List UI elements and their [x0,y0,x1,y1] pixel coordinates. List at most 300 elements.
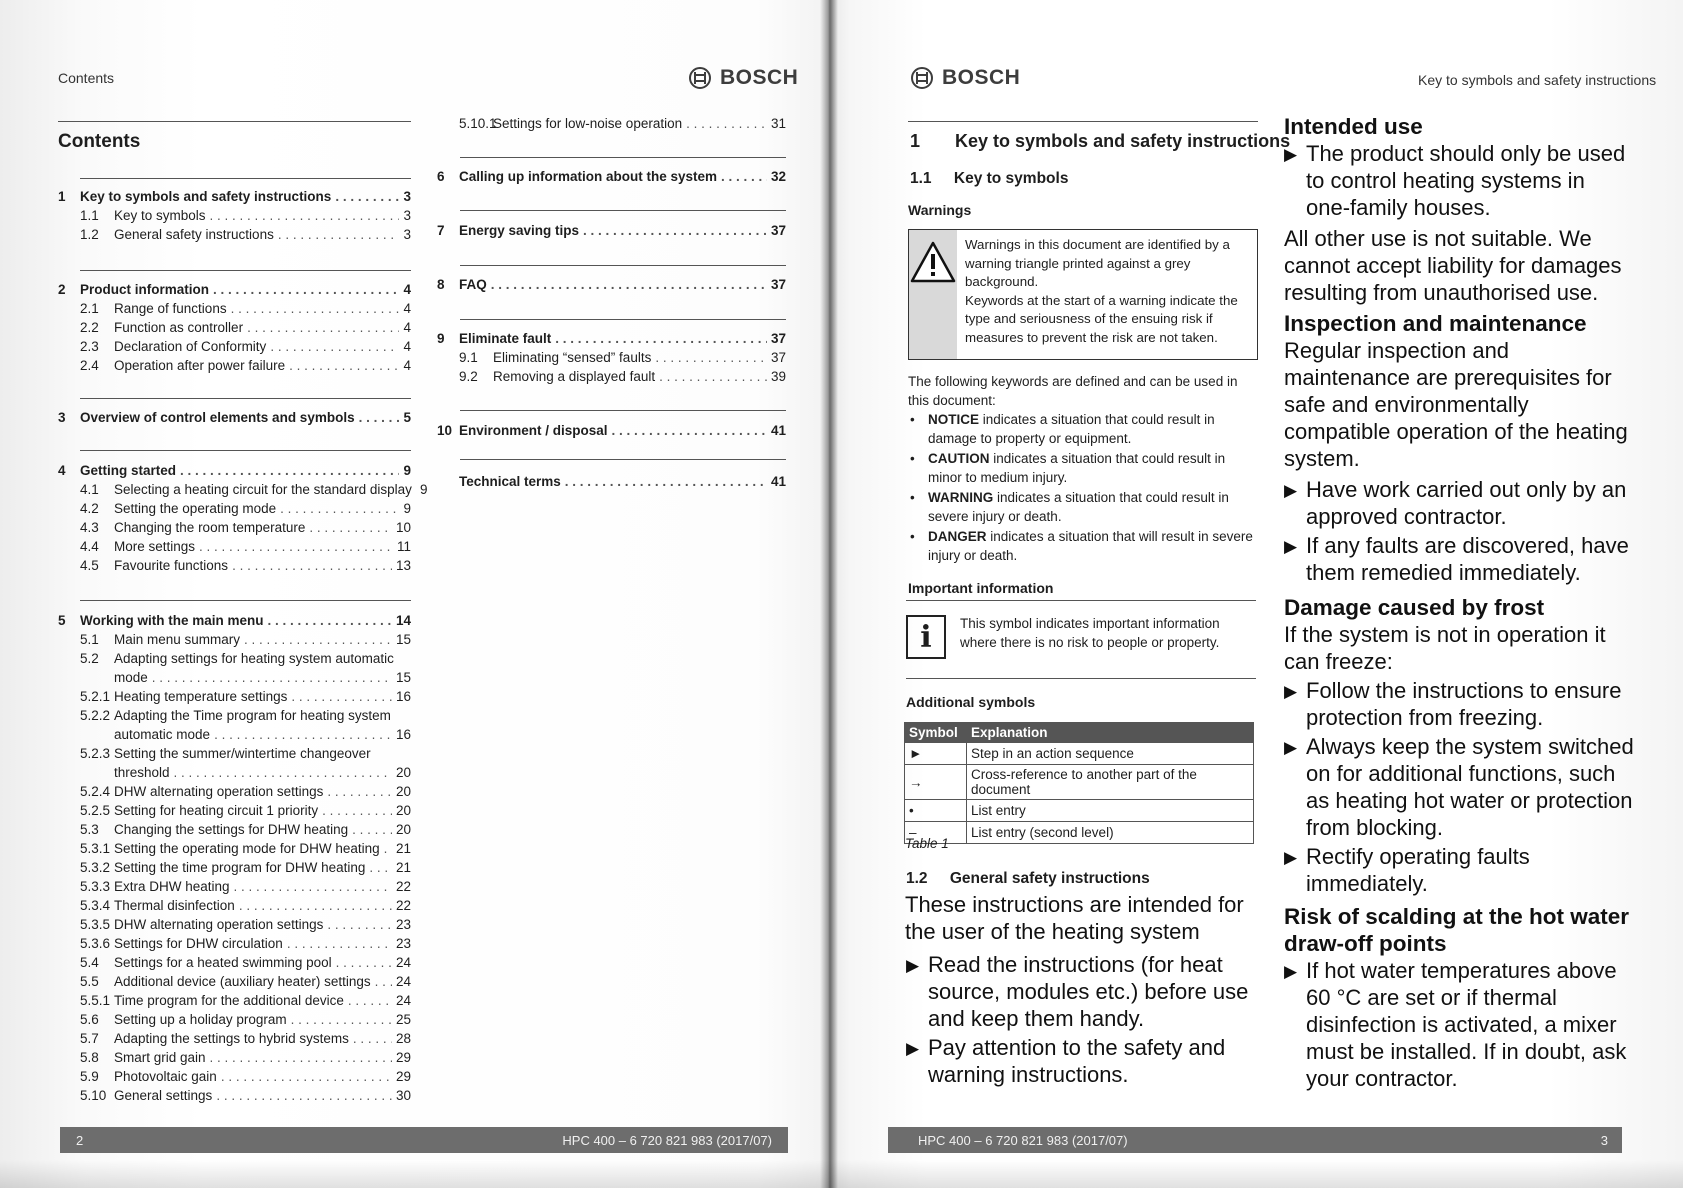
toc-title: Additional device (auxiliary heater) settings [114,974,371,989]
brand-name: BOSCH [942,66,1021,89]
toc-title: General safety instructions [114,227,274,242]
keywords-list [906,411,1258,567]
toc-page: 9 [419,482,428,497]
toc-entry[interactable] [58,462,411,481]
table-row [905,765,1254,800]
toc-entry[interactable] [58,207,411,226]
toc-entry[interactable] [58,859,411,878]
toc-page: 37 [770,331,786,346]
toc-page: 9 [403,463,411,478]
important-info-label: Important information [908,580,1054,596]
divider [906,600,1256,601]
right-footer [888,1127,1622,1153]
keyword-description: indicates a situation that could result in minor to medium injury. [928,451,1226,485]
toc-number: 5.3.6 [80,936,111,951]
warning-triangle-icon [909,240,957,284]
toc-number: 9 [437,331,445,346]
toc-number: 5.6 [80,1012,99,1027]
toc-entry[interactable] [58,878,411,897]
toc-entry[interactable] [58,557,411,576]
toc-page: 25 [395,1012,411,1027]
toc-number: 9.2 [459,369,478,384]
left-header-label: Contents [58,70,115,86]
section-1-heading [910,131,1290,152]
toc-entry[interactable] [58,840,411,859]
toc-title: Settings for low-noise operation [493,116,683,131]
list-item: ▶ Have work carried out only by an approved contractor. [1284,476,1634,530]
toc-leader [247,319,399,338]
toc-title: Favourite functions [114,558,229,573]
keyword-description: indicates a situation that could result in severe injury or death. [928,490,1229,524]
toc-number: 7 [437,223,445,238]
toc-number: 5.7 [80,1031,99,1046]
general-safety-steps [906,951,1261,1090]
toc-leader [348,992,392,1011]
toc-leader [232,557,392,576]
toc-leader [612,422,767,441]
toc-entry[interactable] [58,992,411,1011]
toc-page: 15 [395,669,411,685]
toc-entry[interactable] [58,612,411,631]
toc-title: Adapting the settings to hybrid systems [114,1031,349,1046]
toc-leader [152,669,392,688]
info-box [906,607,1256,659]
toc-entry[interactable] [437,330,786,349]
toc-number: 9.1 [459,350,478,365]
toc-leader [322,802,392,821]
additional-symbols-label: Additional symbols [906,694,1036,710]
section-title: General safety instructions [949,870,1150,887]
keyword-description: indicates a situation that will result in severe injury or death. [928,529,1253,563]
toc-leader [180,462,399,481]
divider [80,270,411,271]
bosch-logo-left [688,66,798,90]
left-footer [60,1127,788,1153]
toc-title: Changing the room temperature [114,520,306,535]
doc-id: HPC 400 – 6 720 821 983 (2017/07) [918,1132,1128,1148]
toc-page: 5 [403,410,411,425]
toc-leader [270,338,399,357]
toc-number: 5.2.3 [80,746,111,761]
toc-entry[interactable] [58,300,411,319]
toc-page: 24 [395,993,411,1008]
page-number: 3 [1600,1132,1608,1148]
toc-title: Changing the settings for DHW heating [114,822,349,837]
toc-number: 1.1 [80,208,99,223]
toc-leader [210,1049,392,1068]
inspection-steps [1284,476,1634,586]
list-item: ▶ The product should only be used to control heating systems in one-family houses. [1284,140,1634,221]
keywords-intro: The following keywords are defined and can be used in this document: [908,374,1238,408]
symbol-cell: – [905,822,967,844]
toc-title: DHW alternating operation settings [114,784,324,799]
toc-entry[interactable] [58,519,411,538]
toc-leader [216,1087,392,1106]
right-header-label: Key to symbols and safety instructions [1418,72,1657,88]
toc-entry[interactable] [58,650,411,688]
toc-page: 37 [770,350,786,365]
toc-leader [309,519,392,538]
toc-page: 20 [395,803,411,818]
toc-entry[interactable] [58,897,411,916]
toc-page: 20 [395,764,411,780]
toc-leader [280,500,399,519]
toc-number: 10 [437,423,453,438]
toc-entry[interactable] [58,973,411,992]
toc-number: 4.2 [80,501,99,516]
toc-leader [375,973,392,992]
table-header-row [905,723,1254,743]
keyword: WARNING [928,490,994,505]
toc-entry[interactable] [437,368,786,387]
list-item: ▶ Read the instructions (for heat source, modules etc.) before use and keep them handy. [906,951,1261,1032]
section-number: 1.2 [906,870,928,887]
toc-number: 8 [437,277,445,292]
toc-number: 5 [58,613,66,628]
table-caption: Table 1 [905,836,949,851]
toc-page: 16 [395,726,411,742]
table-row [905,800,1254,822]
explanation-cell: Cross-reference to another part of the document [967,765,1254,800]
toc-page: 37 [770,223,786,238]
toc-title: Overview of control elements and symbols [80,410,355,425]
toc-title: DHW alternating operation settings [114,917,324,932]
list-item [906,489,1258,526]
toc-title: Adapting the Time program for heating system [114,708,391,723]
divider [460,459,786,460]
toc-page: 4 [403,339,411,354]
toc-leader [384,840,392,859]
toc-page: 41 [770,474,786,489]
toc-page: 20 [395,822,411,837]
toc-title: Key to symbols and safety instructions [80,189,332,204]
page-title: Contents [58,131,141,152]
toc-number: 2.4 [80,358,99,373]
general-safety-intro: These instructions are intended for the user of the heating system [905,892,1244,944]
toc-page: 28 [395,1031,411,1046]
toc-leader [174,764,392,783]
warnings-label: Warnings [908,202,972,218]
divider [460,410,786,411]
toc-number: 5.10.1 [459,116,497,131]
toc-number: 5.10 [80,1088,107,1103]
toc-title: Smart grid gain [114,1050,206,1065]
toc-title: Calling up information about the system [459,169,718,184]
toc-leader [369,859,392,878]
table-row [905,822,1254,844]
toc-number: 6 [437,169,445,184]
toc-number: 4.4 [80,539,99,554]
bosch-armature-icon [688,66,712,90]
info-text: This symbol indicates important information where there is no risk to people or property. [960,616,1220,650]
doc-id: HPC 400 – 6 720 821 983 (2017/07) [562,1132,772,1148]
toc-title-continued: mode [114,669,148,685]
toc-page: 3 [403,227,411,242]
divider [906,678,1256,679]
warning-box-text [957,230,1257,359]
toc-entry[interactable] [58,745,411,783]
toc-number: 5.3.2 [80,860,111,875]
section-title: Key to symbols [953,170,1069,187]
toc-page: 9 [403,501,411,516]
toc-entry[interactable] [58,954,411,973]
symbol-cell: ► [905,743,967,765]
toc-number: 4 [58,463,66,478]
toc-page: 39 [770,369,786,384]
toc-leader [555,330,767,349]
toc-leader [291,1011,392,1030]
toc-number: 5.4 [80,955,99,970]
toc-page: 29 [395,1050,411,1065]
toc-number: 2.3 [80,339,99,354]
toc-entry[interactable] [58,338,411,357]
section-1-1-heading [910,170,1068,188]
toc-number: 4.1 [80,482,99,497]
toc-number: 5.2 [80,651,99,666]
toc-title: Selecting a heating circuit for the standard display [114,482,412,497]
toc-entry[interactable] [58,821,411,840]
toc-entry[interactable] [58,1049,411,1068]
toc-leader [278,226,400,245]
toc-entry[interactable] [437,349,786,368]
toc-entry[interactable] [437,222,786,241]
list-item: ▶ If any faults are discovered, have them remedied immediately. [1284,532,1634,586]
toc-number: 5.3.3 [80,879,111,894]
section-title: Key to symbols and safety instructions [955,131,1291,151]
toc-title: Setting the operating mode [114,501,277,516]
toc-title: Working with the main menu [80,613,264,628]
toc-page: 37 [770,277,786,292]
toc-page: 4 [403,301,411,316]
toc-number: 5.8 [80,1050,99,1065]
list-item: ▶ Pay attention to the safety and warning instructions. [906,1034,1261,1088]
toc-leader [287,935,392,954]
toc-leader [327,783,392,802]
toc-number: 1.2 [80,227,99,242]
list-item [906,528,1258,565]
toc-entry[interactable] [437,276,786,295]
toc-title: Eliminate fault [459,331,552,346]
toc-title: Setting the operating mode for DHW heating [114,841,380,856]
toc-page: 24 [395,974,411,989]
toc-entry[interactable] [58,1030,411,1049]
toc-title: More settings [114,539,196,554]
toc-title: Operation after power failure [114,358,286,373]
page-shadow [0,1160,1683,1188]
intended-use-heading: Intended use [1284,114,1423,139]
toc-page: 3 [403,208,411,223]
divider [908,121,1258,122]
toc-leader [335,188,399,207]
toc-entry[interactable] [437,422,786,441]
toc-leader [221,1068,392,1087]
toc-title: Heating temperature settings [114,689,288,704]
toc-page: 15 [395,632,411,647]
toc-title: Energy saving tips [459,223,580,238]
toc-page: 13 [395,558,411,573]
toc-entry[interactable] [58,226,411,245]
list-item: ▶ Rectify operating faults immediately. [1284,843,1634,897]
toc-title: Photovoltaic gain [114,1069,217,1084]
toc-leader [721,168,767,187]
explanation-cell: List entry (second level) [967,822,1254,844]
toc-title: General settings [114,1088,213,1103]
toc-title: Setting for heating circuit 1 priority [114,803,319,818]
toc-title-continued: threshold [114,764,170,780]
toc-leader [659,368,767,387]
divider [460,157,786,158]
list-item: ▶ If hot water temperatures above 60 °C are set or if thermal disinfection is activated, a mixer must be installed. If in doubt, ask your contractor. [1284,957,1634,1092]
toc-number: 5.5.1 [80,993,111,1008]
toc-entry[interactable] [58,802,411,821]
toc-title: Adapting settings for heating system automatic [114,651,394,666]
toc-leader [491,276,767,295]
toc-page: 24 [395,955,411,970]
toc-entry[interactable] [58,357,411,376]
toc-entry[interactable] [58,688,411,707]
toc-title: Eliminating “sensed” faults [493,350,652,365]
warning-text-2: Keywords at the start of a warning indicate the type and seriousness of the ensuing risk if measures to prevent the risk are not taken. [965,292,1238,345]
toc-entry[interactable] [437,473,786,492]
list-item [906,411,1258,448]
intended-use-steps [1284,140,1634,221]
toc-title: Settings for a heated swimming pool [114,955,332,970]
divider [80,398,411,399]
table-row [905,743,1254,765]
frost-steps [1284,677,1634,897]
toc-title: Setting the time program for DHW heating [114,860,366,875]
bosch-logo-right [910,66,1020,90]
toc-entry[interactable] [58,1068,411,1087]
toc-title: Setting up a holiday program [114,1012,287,1027]
toc-leader [291,688,392,707]
toc-entry[interactable] [58,1011,411,1030]
table-header-explanation: Explanation [967,723,1254,743]
divider [460,210,786,211]
scalding-heading: Risk of scalding at the hot water draw-off points [1284,904,1630,956]
toc-entry[interactable] [437,168,786,187]
toc-number: 5.3.4 [80,898,111,913]
toc-title: Main menu summary [114,632,241,647]
symbols-table [904,722,1254,844]
toc-page: 10 [395,520,411,535]
toc-page: 23 [395,936,411,951]
toc-entry[interactable] [58,481,428,500]
toc-leader [199,538,393,557]
toc-number: 5.3.1 [80,841,111,856]
toc-number: 2.1 [80,301,99,316]
toc-entry[interactable] [58,631,411,650]
toc-entry[interactable] [58,783,411,802]
scalding-steps [1284,957,1634,1092]
warning-box [908,229,1258,360]
toc-entry[interactable] [437,115,786,134]
keyword-description: indicates a situation that could result in damage to property or equipment. [928,412,1215,446]
toc-entry[interactable] [58,916,411,935]
toc-leader [686,115,767,134]
toc-title: Environment / disposal [459,423,608,438]
toc-leader [336,954,392,973]
toc-number: 4.5 [80,558,99,573]
toc-number: 5.3.5 [80,917,111,932]
toc-entry[interactable] [58,409,411,428]
toc-number: 5.2.5 [80,803,111,818]
toc-page: 3 [403,189,411,204]
warning-box-sidebar [909,230,957,359]
toc-entry[interactable] [58,188,411,207]
divider [58,121,411,122]
toc-leader [353,1030,392,1049]
toc-title: Thermal disinfection [114,898,235,913]
toc-number: 2.2 [80,320,99,335]
toc-leader [352,821,392,840]
toc-number: 5.2.1 [80,689,111,704]
toc-title: Time program for the additional device [114,993,344,1008]
frost-heading: Damage caused by frost [1284,595,1545,620]
keyword: NOTICE [928,412,980,427]
toc-leader [244,631,392,650]
toc-entry[interactable] [58,319,411,338]
inspection-heading: Inspection and maintenance [1284,311,1587,336]
toc-title: Function as controller [114,320,244,335]
toc-title-continued: automatic mode [114,726,211,742]
toc-number: 3 [58,410,66,425]
toc-leader [234,878,392,897]
list-item: ▶ Follow the instructions to ensure protection from freezing. [1284,677,1634,731]
toc-entry[interactable] [58,538,411,557]
divider [80,600,411,601]
symbol-cell: → [905,765,967,800]
explanation-cell: Step in an action sequence [967,743,1254,765]
toc-number: 1 [58,189,66,204]
toc-page: 41 [770,423,786,438]
toc-entry[interactable] [58,935,411,954]
page-number: 2 [76,1132,84,1148]
toc-number: 2 [58,282,66,297]
keyword: DANGER [928,529,987,544]
toc-page: 4 [403,282,411,297]
toc-page: 14 [395,613,411,628]
toc-page: 22 [395,879,411,894]
list-item: ▶ Always keep the system switched on for additional functions, such as heating hot water or protection from blocking. [1284,733,1634,841]
keyword: CAUTION [928,451,990,466]
bosch-armature-icon [910,66,934,90]
toc-page: 23 [395,917,411,932]
table-header-symbol: Symbol [905,723,967,743]
toc-title: Key to symbols [114,208,206,223]
toc-entry[interactable] [58,1087,411,1106]
section-number: 1.1 [910,170,932,187]
toc-page: 21 [395,860,411,875]
toc-page: 16 [395,689,411,704]
toc-number: 5.2.4 [80,784,111,799]
info-icon: i [906,615,946,659]
toc-page: 20 [395,784,411,799]
section-1-2-heading [906,870,1150,888]
toc-entry[interactable] [58,500,411,519]
toc-page: 21 [395,841,411,856]
divider [80,450,411,451]
toc-entry[interactable] [58,281,411,300]
explanation-cell: List entry [967,800,1254,822]
toc-title: Technical terms [459,474,561,489]
toc-page: 4 [403,320,411,335]
toc-leader [565,473,767,492]
list-item [906,450,1258,487]
toc-entry[interactable] [58,707,411,745]
right-column [1284,113,1634,1092]
toc-title: Extra DHW heating [114,879,230,894]
